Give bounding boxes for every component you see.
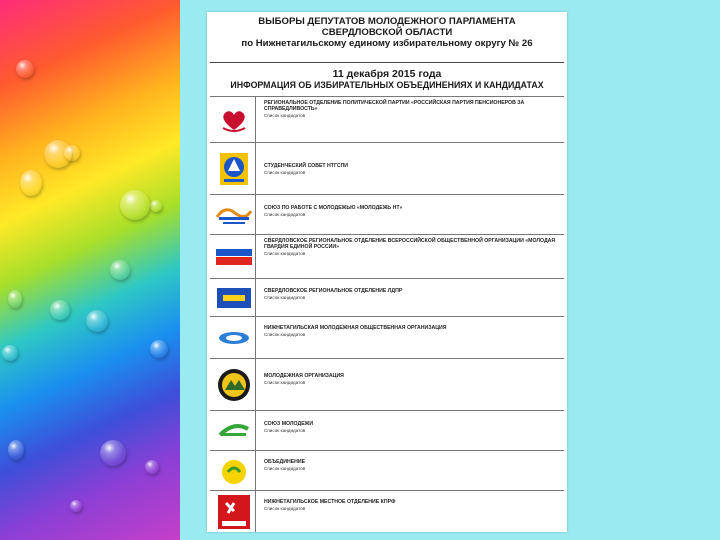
rainbow-decoration	[0, 0, 180, 540]
party-row	[210, 490, 564, 533]
party-title: МОЛОДЕЖНАЯ ОРГАНИЗАЦИЯ	[264, 373, 344, 379]
document-subheader	[207, 63, 567, 90]
party-candidates: Список кандидатов	[264, 428, 306, 434]
title-line: СВЕРДЛОВСКОЙ ОБЛАСТИ	[321, 27, 453, 38]
water-drop-icon	[150, 340, 168, 358]
party-title: РЕГИОНАЛЬНОЕ ОТДЕЛЕНИЕ ПОЛИТИЧЕСКОЙ ПАРТИИ «РОССИЙСКАЯ ПАРТИЯ ПЕНСИОНЕРОВ ЗА СПРАВЕДЛИВОСТЬ»	[264, 100, 525, 113]
party-row	[210, 316, 564, 359]
party-row	[210, 194, 564, 235]
party-title: СВЕРДЛОВСКОЕ РЕГИОНАЛЬНОЕ ОТДЕЛЕНИЕ ЛДПР	[264, 288, 403, 294]
party-candidates: Список кандидатов	[264, 332, 306, 338]
yabloko-logo	[212, 455, 256, 487]
info-heading: ИНФОРМАЦИЯ ОБ ИЗБИРАТЕЛЬНЫХ ОБЪЕДИНЕНИЯХ И КАНДИДАТАХ	[230, 80, 544, 90]
union-emblem-logo	[212, 363, 256, 407]
party-row	[210, 234, 564, 279]
document-page	[207, 12, 567, 532]
party-title: НИЖНЕТАГИЛЬСКОЕ МЕСТНОЕ ОТДЕЛЕНИЕ КПРФ	[264, 499, 396, 505]
ldpr-logo	[212, 285, 256, 311]
water-drop-icon	[150, 200, 162, 212]
party-row	[210, 450, 564, 491]
party-candidates: Список кандидатов	[264, 506, 306, 512]
party-title: ОБЪЕДИНЕНИЕ	[264, 459, 306, 465]
youth-green-logo	[212, 417, 256, 445]
water-drop-icon	[20, 170, 42, 196]
party-candidates: Список кандидатов	[264, 212, 306, 218]
party-candidates: Список кандидатов	[264, 251, 306, 257]
party-title: СТУДЕНЧЕСКИЙ СОВЕТ НТГСПИ	[264, 163, 349, 169]
document-header	[207, 12, 567, 49]
water-drop-icon	[100, 440, 126, 466]
water-drop-icon	[64, 145, 80, 161]
kprf-logo	[212, 494, 256, 530]
party-title: СВЕРДЛОВСКОЕ РЕГИОНАЛЬНОЕ ОТДЕЛЕНИЕ ВСЕРОССИЙСКОЙ ОБЩЕСТВЕННОЙ ОРГАНИЗАЦИИ «МОЛОДАЯ ГВАРДИЯ ЕДИНОЙ РОССИИ»	[264, 238, 556, 251]
party-title: НИЖНЕТАГИЛЬСКАЯ МОЛОДЕЖНАЯ ОБЩЕСТВЕННАЯ ОРГАНИЗАЦИЯ	[264, 325, 447, 331]
student-council-logo	[212, 147, 256, 191]
water-drop-icon	[120, 190, 150, 220]
party-row	[210, 96, 564, 143]
water-drop-icon	[2, 345, 18, 361]
title-line: по Нижнетагильскому единому избирательному округу № 26	[241, 38, 533, 49]
title-line: ВЫБОРЫ ДЕПУТАТОВ МОЛОДЕЖНОГО ПАРЛАМЕНТА	[258, 16, 516, 27]
election-date: 11 декабря 2015 года	[332, 68, 442, 80]
party-row	[210, 142, 564, 195]
water-drop-icon	[8, 440, 24, 460]
party-candidates: Список кандидатов	[264, 295, 306, 301]
molodaya-gvardiya-logo	[212, 239, 256, 275]
water-drop-icon	[70, 500, 82, 512]
party-candidates: Список кандидатов	[264, 466, 306, 472]
heart-hands-logo	[212, 101, 256, 139]
party-title: СОЮЗ МОЛОДЕЖИ	[264, 421, 314, 427]
water-drop-icon	[110, 260, 130, 280]
water-drop-icon	[16, 60, 34, 78]
water-drop-icon	[8, 290, 22, 308]
youth-org-logo	[212, 323, 256, 353]
water-drop-icon	[145, 460, 159, 474]
youth-union-logo	[212, 198, 256, 232]
party-row	[210, 278, 564, 317]
water-drop-icon	[50, 300, 70, 320]
party-candidates: Список кандидатов	[264, 113, 306, 119]
party-row	[210, 410, 564, 451]
party-candidates: Список кандидатов	[264, 170, 306, 176]
party-row	[210, 358, 564, 411]
water-drop-icon	[86, 310, 108, 332]
party-title: СОЮЗ ПО РАБОТЕ С МОЛОДЕЖЬЮ «МОЛОДЕЖЬ НТ»	[264, 205, 403, 211]
party-candidates: Список кандидатов	[264, 380, 306, 386]
